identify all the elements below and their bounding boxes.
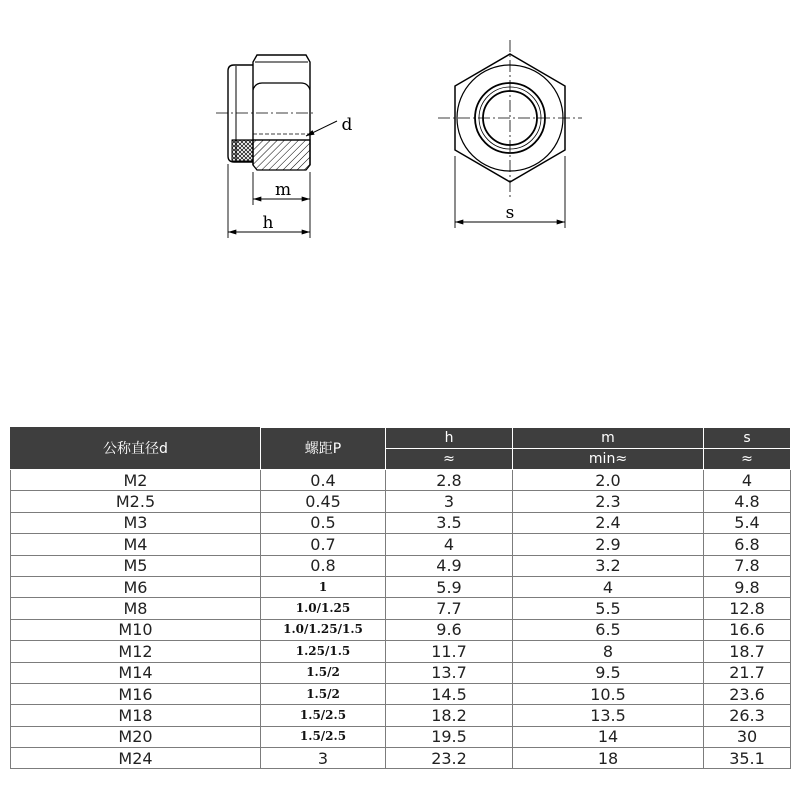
cell-h: 3.5 xyxy=(386,512,513,533)
cell-m: 6.5 xyxy=(513,619,704,640)
table-row xyxy=(11,576,791,597)
header-h: h xyxy=(386,428,513,449)
header-m-sub: min≈ xyxy=(513,449,704,470)
cell-s: 30 xyxy=(704,726,791,747)
cell-nominal-diameter: M4 xyxy=(11,534,261,555)
cell-m: 10.5 xyxy=(513,683,704,704)
cell-h: 19.5 xyxy=(386,726,513,747)
header-m: m xyxy=(513,428,704,449)
cell-pitch: 0.5 xyxy=(261,512,386,533)
cell-m: 2.3 xyxy=(513,491,704,512)
header-h-sub: ≈ xyxy=(386,449,513,470)
table-row xyxy=(11,726,791,747)
s-label: s xyxy=(505,203,515,223)
top-view xyxy=(438,40,582,228)
m-label: m xyxy=(274,180,292,200)
header-row-main xyxy=(11,428,791,449)
cell-pitch: 0.8 xyxy=(261,555,386,576)
cell-pitch: 0.45 xyxy=(261,491,386,512)
cell-pitch: 1.5/2 xyxy=(261,683,386,704)
cell-nominal-diameter: M16 xyxy=(11,683,261,704)
cell-s: 5.4 xyxy=(704,512,791,533)
cell-m: 2.4 xyxy=(513,512,704,533)
cell-nominal-diameter: M14 xyxy=(11,662,261,683)
cell-nominal-diameter: M5 xyxy=(11,555,261,576)
cell-s: 6.8 xyxy=(704,534,791,555)
cell-s: 12.8 xyxy=(704,598,791,619)
cell-nominal-diameter: M8 xyxy=(11,598,261,619)
table-row xyxy=(11,534,791,555)
nylon-insert-section-hatch xyxy=(232,140,253,161)
table-row xyxy=(11,491,791,512)
cell-nominal-diameter: M2.5 xyxy=(11,491,261,512)
cell-m: 9.5 xyxy=(513,662,704,683)
table-row xyxy=(11,641,791,662)
hex-face-edge xyxy=(253,83,310,90)
table-row xyxy=(11,619,791,640)
cell-h: 2.8 xyxy=(386,470,513,491)
cell-s: 4.8 xyxy=(704,491,791,512)
cell-nominal-diameter: M6 xyxy=(11,576,261,597)
cell-m: 18 xyxy=(513,748,704,769)
cell-m: 3.2 xyxy=(513,555,704,576)
cell-s: 18.7 xyxy=(704,641,791,662)
cell-s: 7.8 xyxy=(704,555,791,576)
cell-s: 26.3 xyxy=(704,705,791,726)
cell-m: 8 xyxy=(513,641,704,662)
cell-nominal-diameter: M20 xyxy=(11,726,261,747)
cell-nominal-diameter: M2 xyxy=(11,470,261,491)
table-row xyxy=(11,748,791,769)
d-label: d xyxy=(341,115,353,135)
table-row xyxy=(11,470,791,491)
cell-h: 3 xyxy=(386,491,513,512)
cell-s: 21.7 xyxy=(704,662,791,683)
cell-s: 9.8 xyxy=(704,576,791,597)
cell-m: 2.9 xyxy=(513,534,704,555)
table-row xyxy=(11,555,791,576)
cell-pitch: 1 xyxy=(261,576,386,597)
cell-pitch: 1.5/2 xyxy=(261,662,386,683)
cell-pitch: 1.25/1.5 xyxy=(261,641,386,662)
cell-h: 5.9 xyxy=(386,576,513,597)
cell-pitch: 1.0/1.25/1.5 xyxy=(261,619,386,640)
table-row xyxy=(11,662,791,683)
table-body xyxy=(11,470,791,769)
header-s: s xyxy=(704,428,791,449)
dimension-table xyxy=(10,427,791,769)
table-row xyxy=(11,598,791,619)
header-nominal-diameter: 公称直径d xyxy=(11,428,261,470)
cell-nominal-diameter: M24 xyxy=(11,748,261,769)
table-row xyxy=(11,512,791,533)
cell-m: 13.5 xyxy=(513,705,704,726)
cell-h: 13.7 xyxy=(386,662,513,683)
cell-pitch: 0.4 xyxy=(261,470,386,491)
cell-s: 4 xyxy=(704,470,791,491)
steel-section-hatch xyxy=(253,140,310,170)
cell-pitch: 0.7 xyxy=(261,534,386,555)
cell-pitch: 1.5/2.5 xyxy=(261,726,386,747)
table-row xyxy=(11,705,791,726)
cell-pitch: 3 xyxy=(261,748,386,769)
cell-m: 14 xyxy=(513,726,704,747)
h-label: h xyxy=(262,213,274,233)
cell-h: 4 xyxy=(386,534,513,555)
cell-s: 35.1 xyxy=(704,748,791,769)
cell-h: 7.7 xyxy=(386,598,513,619)
cell-h: 9.6 xyxy=(386,619,513,640)
cell-nominal-diameter: M3 xyxy=(11,512,261,533)
cell-pitch: 1.5/2.5 xyxy=(261,705,386,726)
cell-nominal-diameter: M18 xyxy=(11,705,261,726)
cell-nominal-diameter: M10 xyxy=(11,619,261,640)
cell-h: 14.5 xyxy=(386,683,513,704)
cell-h: 11.7 xyxy=(386,641,513,662)
table-row xyxy=(11,683,791,704)
cell-s: 16.6 xyxy=(704,619,791,640)
header-s-sub: ≈ xyxy=(704,449,791,470)
cell-nominal-diameter: M12 xyxy=(11,641,261,662)
table-header xyxy=(11,428,791,470)
cell-h: 23.2 xyxy=(386,748,513,769)
cell-m: 4 xyxy=(513,576,704,597)
header-pitch: 螺距P xyxy=(261,428,386,470)
cell-m: 2.0 xyxy=(513,470,704,491)
cell-h: 4.9 xyxy=(386,555,513,576)
side-view xyxy=(216,55,353,238)
cell-s: 23.6 xyxy=(704,683,791,704)
cell-pitch: 1.0/1.25 xyxy=(261,598,386,619)
cell-h: 18.2 xyxy=(386,705,513,726)
cell-m: 5.5 xyxy=(513,598,704,619)
